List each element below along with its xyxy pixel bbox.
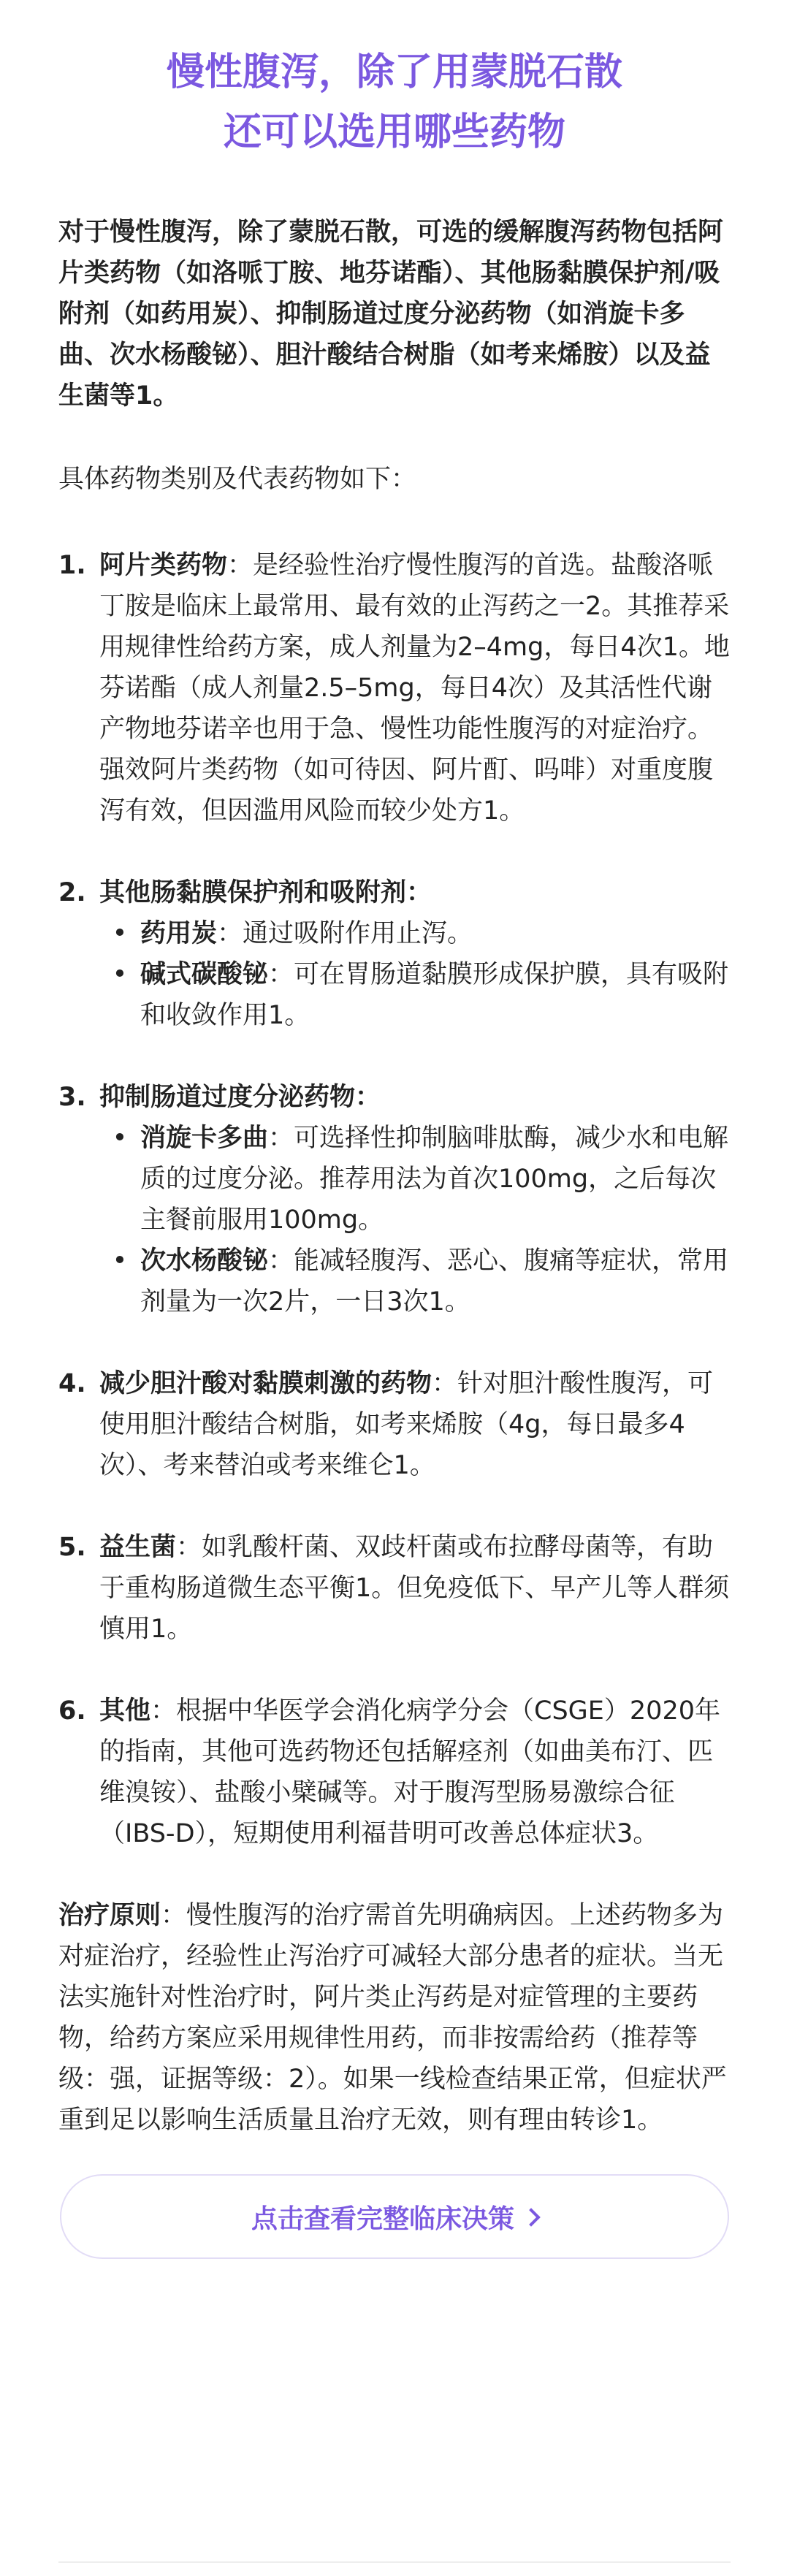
list-item-text: ：针对胆汁酸性腹泻，可使用胆汁酸结合树脂，如考来烯胺（4g，每日最多4次）、考来替泊或考来维仑1。	[99, 1369, 714, 1480]
list-item-number: 1.	[58, 551, 86, 580]
bullet-icon: •	[112, 1246, 128, 1276]
bullet-icon: •	[112, 919, 128, 948]
treatment-principle-label: 治疗原则	[58, 1901, 161, 1930]
list-item-number: 5.	[58, 1533, 86, 1562]
list-item	[58, 1363, 731, 1486]
sub-list	[99, 913, 731, 1036]
sub-list	[99, 1118, 731, 1322]
view-clinical-decision-label: 点击查看完整临床决策	[251, 2203, 514, 2234]
sub-item-label: 消旋卡多曲	[140, 1124, 269, 1153]
bullet-icon: •	[112, 960, 128, 989]
list-item-label: 其他肠黏膜保护剂和吸附剂：	[99, 878, 432, 907]
treatment-principle-text: ：慢性腹泻的治疗需首先明确病因。上述药物多为对症治疗，经验性止泻治疗可减轻大部分患者的症状。当无法实施针对性治疗时，阿片类止泻药是对症管理的主要药物，给药方案应采用规律性用药，而非按需给药（推荐等级：强，证据等级：2）。如果一线检查结果正常，但症状严重到足以影响生活质量且治疗无效，则有理由转诊1。	[58, 1901, 727, 2135]
sub-item-text: ：可选择性抑制脑啡肽酶，减少水和电解质的过度分泌。推荐用法为首次100mg，之后每次主餐前服用100mg。	[140, 1124, 729, 1235]
sub-item-label: 次水杨酸铋	[140, 1246, 269, 1276]
list-item-number: 2.	[58, 878, 86, 907]
list-item	[58, 872, 731, 1036]
sub-list-item	[99, 913, 731, 954]
list-item	[58, 1077, 731, 1322]
chevron-right-icon	[522, 2208, 540, 2226]
list-item-number: 6.	[58, 1696, 86, 1726]
list-item-number: 4.	[58, 1369, 86, 1398]
sub-item-text: ：能减轻腹泻、恶心、腹痛等症状，常用剂量为一次2片，一日3次1。	[140, 1246, 729, 1316]
article-title	[58, 0, 731, 162]
list-item	[58, 1527, 731, 1650]
list-item-label: 减少胆汁酸对黏膜刺激的药物	[99, 1369, 432, 1398]
sub-item-label: 药用炭	[140, 919, 218, 948]
sub-list-item	[99, 1241, 731, 1322]
list-item-text: ：如乳酸杆菌、双歧杆菌或布拉酵母菌等，有助于重构肠道微生态平衡1。但免疫低下、早产儿等人群须慎用1。	[99, 1533, 730, 1644]
list-item-label: 抑制肠道过度分泌药物：	[99, 1083, 381, 1112]
view-clinical-decision-button[interactable]	[60, 2174, 729, 2259]
article-title-line-1: 慢性腹泻，除了用蒙脱石散	[166, 50, 622, 94]
treatment-principle-paragraph	[58, 1895, 731, 2141]
drug-categories-heading: 具体药物类别及代表药物如下：	[58, 465, 417, 494]
list-item-label: 其他	[99, 1696, 151, 1726]
list-item-number: 3.	[58, 1083, 86, 1112]
list-item	[58, 545, 731, 831]
sub-item-text: ：可在胃肠道黏膜形成保护膜，具有吸附和收敛作用1。	[140, 960, 729, 1030]
list-item-label: 益生菌	[99, 1533, 177, 1562]
list-item-text: ：根据中华医学会消化病学分会（CSGE）2020年的指南，其他可选药物还包括解痉剂（如曲美布汀、匹维溴铵）、盐酸小檗碱等。对于腹泻型肠易激综合征（IBS-D），短期使用利福昔明可改善总体症状3。	[99, 1696, 720, 1848]
drug-category-list	[58, 545, 731, 1854]
sub-list-item	[99, 954, 731, 1036]
list-item-text: ：是经验性治疗慢性腹泻的首选。盐酸洛哌丁胺是临床上最常用、最有效的止泻药之一2。其推荐采用规律性给药方案，成人剂量为2–4mg，每日4次1。地芬诺酯（成人剂量2.5–5mg，每日4次）及其活性代谢产物地芬诺辛也用于急、慢性功能性腹泻的对症治疗。强效阿片类药物（如可待因、阿片酊、吗啡）对重度腹泻有效，但因滥用风险而较少处方1。	[99, 551, 730, 826]
intro-paragraph: 对于慢性腹泻，除了蒙脱石散，可选的缓解腹泻药物包括阿片类药物（如洛哌丁胺、地芬诺酯）、其他肠黏膜保护剂/吸附剂（如药用炭）、抑制肠道过度分泌药物（如消旋卡多曲、次水杨酸铋）、胆汁酸结合树脂（如考来烯胺）以及益生菌等1。	[58, 218, 724, 411]
article-title-line-2: 还可以选用哪些药物	[223, 110, 565, 154]
list-item-label: 阿片类药物	[99, 551, 228, 580]
sub-list-item	[99, 1118, 731, 1241]
bullet-icon: •	[112, 1124, 128, 1153]
sub-item-label: 碱式碳酸铋	[140, 960, 269, 989]
list-item	[58, 1691, 731, 1854]
bottom-divider	[58, 2561, 731, 2563]
sub-item-text: ：通过吸附作用止泻。	[217, 919, 473, 948]
